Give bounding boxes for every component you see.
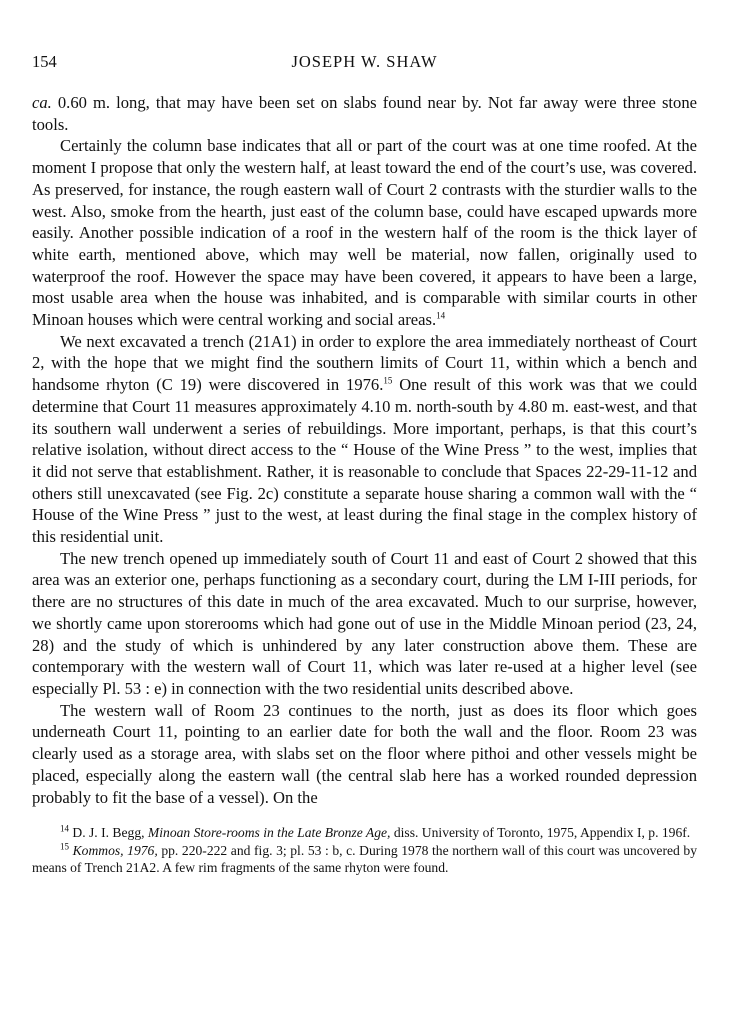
body-text <box>32 92 697 808</box>
footnote-14-number: 14 <box>60 823 69 834</box>
paragraph-5-text: The western wall of Room 23 continues to the north, just as does its floor which goes underneath Court 11, pointing to an earlier date for both the wall and the floor. Room 23 was clearly used as a storage area, with slabs set on the floor where pithoi and other vessels might be placed, especially along the eastern wall (the central slab here has a worked rounded depression probably to fit the base of a vessel). On the <box>32 700 697 807</box>
paragraph-5 <box>32 700 697 809</box>
paragraph-1-text: 0.60 m. long, that may have been set on slabs found near by. Not far away were three stone tools. <box>32 93 697 134</box>
footnote-15-rest: pp. 220-222 and fig. 3; pl. 53 : b, c. During 1978 the northern wall of this court was uncovered by means of Trench 21A2. A few rim fragments of the same rhyton were found. <box>32 842 697 876</box>
running-head: JOSEPH W. SHAW <box>291 52 438 71</box>
footnote-15-title: Kommos, 1976, <box>69 842 158 858</box>
paragraph-2-text: Certainly the column base indicates that all or part of the court was at one time roofed. At the moment I propose that only the western half, at least toward the end of the court’s use, was covered. As preserved, for instance, the rough eastern wall of Court 2 contrasts with the sturdier walls to the west. Also, smoke from the hearth, just east of the column base, could have escaped upwards more easily. Another possible indication of a roof in the western half of the room is the thick layer of white earth, mentioned above, which may well be material, now fallen, originally used to waterproof the roof. However the space may have been covered, it appears to have been a large, most usable area when the house was inhabited, and is comparable with similar courts in other Minoan houses which were central working and social areas. <box>32 136 697 330</box>
footnote-15-number: 15 <box>60 841 69 852</box>
footnote-14 <box>32 824 697 842</box>
paragraph-3 <box>32 331 697 548</box>
footnote-14-rest: diss. University of Toronto, 1975, Appendix I, p. 196f. <box>390 825 691 841</box>
footnote-14-author: D. J. I. Begg, <box>69 825 148 841</box>
footnote-14-title: Minoan Store-rooms in the Late Bronze Age, <box>147 825 391 841</box>
page-number: 154 <box>32 52 57 71</box>
paragraph-1 <box>32 92 697 135</box>
footnote-ref-15[interactable]: 15 <box>383 375 393 386</box>
paragraph-2 <box>32 135 697 330</box>
paragraph-3-text-a: We next excavated a trench (21A1) in order to explore the area immediately northeast of Court 2, with the hope that we might find the southern limits of Court 11, within which a bench and handsome rhyton (C 19) were discovered in 1976. <box>32 331 697 395</box>
paragraph-1-italic: ca. <box>32 93 52 112</box>
page-header <box>32 52 697 76</box>
footnote-ref-14[interactable]: 14 <box>436 310 446 321</box>
paragraph-4-text: The new trench opened up immediately south of Court 11 and east of Court 2 showed that this area was an exterior one, perhaps functioning as a secondary court, during the LM I-III periods, for there are no structures of this date in much of the area excavated. Much to our surprise, however, we shortly came upon storerooms which had gone out of use in the Middle Minoan period (23, 24, 28) and the study of which is unhindered by any later construction above them. These are contemporary with the western wall of Court 11, which was later re-used at a higher level (see especially Pl. 53 : e) in connection with the two residential units described above. <box>32 548 697 698</box>
footnote-15 <box>32 842 697 877</box>
footnotes <box>32 824 697 877</box>
document-page <box>32 52 697 877</box>
paragraph-4 <box>32 548 697 700</box>
paragraph-3-text-b: One result of this work was that we could determine that Court 11 measures approximately 4.10 m. north-south by 4.80 m. east-west, and that its southern wall underwent a series of rebuildings. More important, perhaps, is that this court’s relative isolation, without direct access to the “ House of the Wine Press ” to the west, implies that it did not serve that establishment. Rather, it is reasonable to conclude that Spaces 22-29-11-12 and others still unexcavated (see Fig. 2c) constitute a separate house sharing a common wall with the “ House of the Wine Press ” just to the west, at least during the final stage in the complex history of this residential unit. <box>32 375 698 547</box>
